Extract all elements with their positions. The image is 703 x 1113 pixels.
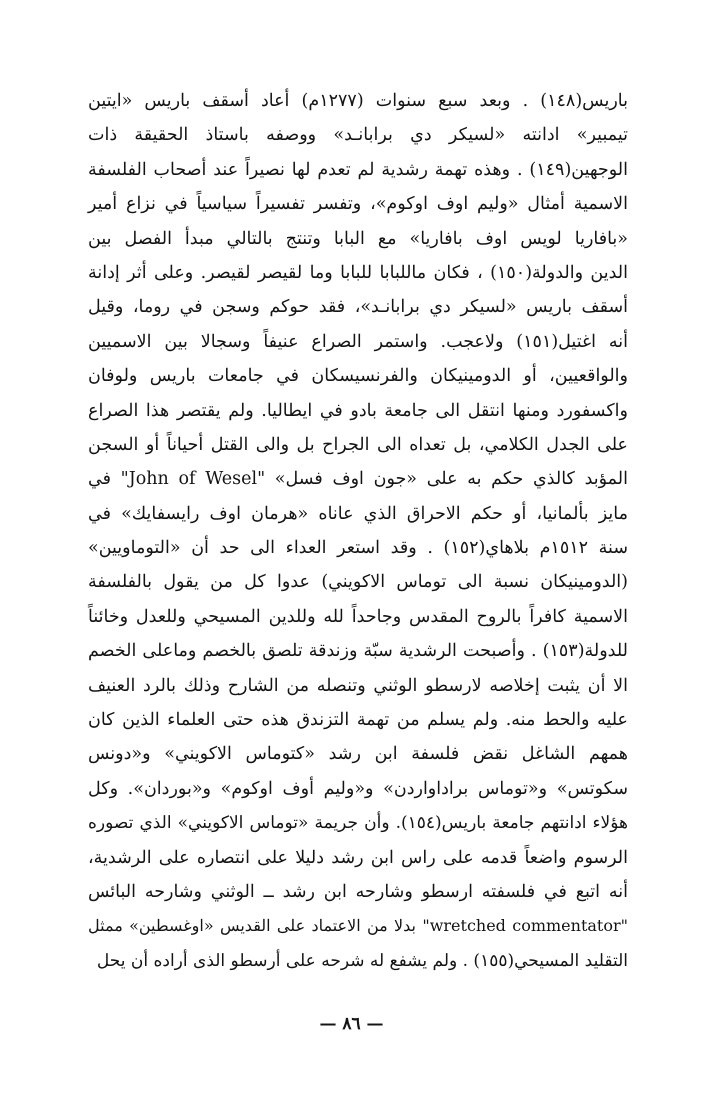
text-line: سكوتس» و«توماس براداواردن» و«وليم أوف اوكوم» و«بوردان». وكل <box>88 778 628 799</box>
page-number: — ٨٦ — <box>319 1014 384 1034</box>
text-line: الوجهين(١٤٩) . وهذه تهمة رشدية لم تعدم لها نصيراً عند أصحاب الفلسفة <box>88 159 628 180</box>
text-line: الرسوم واضعاً قدمه على راس ابن رشد دليلا على انتصاره على الرشدية، <box>88 847 628 868</box>
text-line: مايز بألمانيا، أو حكم الاحراق الذي عاناه «هرمان اوف رايسفايك» في <box>88 503 628 524</box>
text-line: تيمبير» ادانته «لسيكر دي برابانـد» ووصفه باستاذ الحقيقة ذات <box>88 125 628 146</box>
text-line: سنة ١٥١٢م بلاهاي(١٥٢) . وقد استعر العداء الى حد أن «التوماويين» <box>88 538 628 559</box>
text-line: التقليد المسيحي(١٥٥) . ولم يشفع له شرحه على أرسطو الذى أراده أن يحل <box>96 950 628 971</box>
text-line: «بافاريا لويس اوف بافاريا» مع البابا وتنتج بالتالي مبدأ الفصل بين <box>88 228 628 249</box>
text-line: الاسمية أمثال «وليم اوف اوكوم»، وتفسر تفسيراً سياسياً في نزاع أمير <box>88 194 628 215</box>
text-line: (الدومينيكان نسبة الى توماس الاكويني) عدوا كل من يقول بالفلسفة <box>88 572 628 593</box>
text-line: باريس(١٤٨) . وبعد سبع سنوات (١٢٧٧م) أعاد أسقف باريس «ايتين <box>88 91 628 111</box>
text-line: الاسمية كافراً بالروح المقدس وجاحداً لله وللدين المسيحي وللعدل وخائناً <box>88 606 628 627</box>
text-line: واكسفورد ومنها انتقل الى جامعة بادو في ايطاليا. ولم يقتصر هذا الصراع <box>88 400 628 421</box>
text-line: على الجدل الكلامي، بل تعداه الى الجراح بل والى القتل أحياناً أو السجن <box>88 434 628 455</box>
text-line: هؤلاء ادانتهم جامعة باريس(١٥٤). وأن جريمة «توماس الاكويني» الذي تصوره <box>88 813 628 834</box>
text-line: أسقف باريس «لسيكر دي برابانـد»، فقد حوكم وسجن في روما، وقيل <box>88 297 628 318</box>
text-line: للدولة(١٥٣) . وأصبحت الرشدية سبّة وزندقة تلصق بالخصم وماعلى الخصم <box>88 641 628 662</box>
text-line: "wretched commentator" بدلا من الاعتماد على القديس «اوغسطين» ممثل <box>88 916 628 936</box>
text-line: المؤبد كالذي حكم به على «جون اوف فسل» "John of Wesel" في <box>88 469 628 490</box>
text-line: الا أن يثبت إخلاصه لارسطو الوثني وتنصله من الشارح وذلك بالرد العنيف <box>88 675 628 696</box>
text-line: والواقعيين، أو الدومينيكان والفرنسيسكان في جامعات باريس ولوفان <box>88 366 628 387</box>
text-line: همهم الشاغل نقض فلسفة ابن رشد «كتوماس الاكويني» و«دونس <box>88 744 628 765</box>
body-text <box>88 84 628 978</box>
text-line: أنه اتبع في فلسفته ارسطو وشارحه ابن رشد ــ الوثني وشارحه البائس <box>88 881 628 902</box>
text-line: عليه والحط منه. ولم يسلم من تهمة التزندق هذه حتى العلماء الذين كان <box>88 710 628 731</box>
text-line: الدين والدولة(١٥٠) ، فكان ماللبابا للبابا وما لقيصر لقيصر. وعلى أثر إدانة <box>88 262 628 283</box>
text-line: أنه اغتيل(١٥١) ولاعجب. واستمر الصراع عنيفاً وسجالا بين الاسميين <box>88 331 628 352</box>
